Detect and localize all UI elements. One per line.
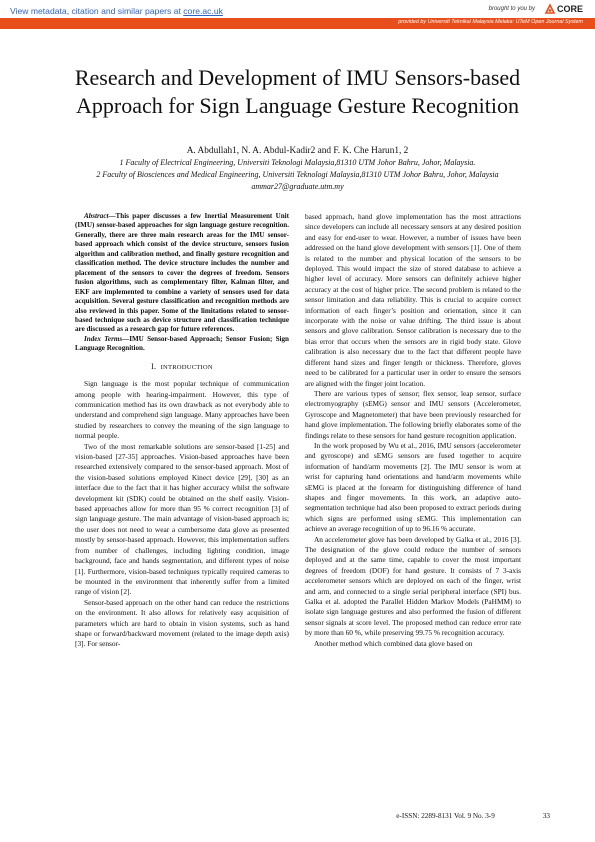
core-link-prefix: View metadata, citation and similar papers at bbox=[10, 6, 184, 16]
index-terms-label: Index Terms bbox=[84, 334, 123, 343]
core-metadata-link[interactable] bbox=[10, 6, 223, 16]
core-header-bar bbox=[0, 0, 595, 30]
provided-by-text: provided by Universiti Teknikal Malaysia Melaka: UTeM Open Journal System bbox=[398, 19, 583, 25]
affiliation-2: 2 Faculty of Biosciences and Medical Engineering, Universiti Teknologi Malaysia,81310 UTM Johor Bahru, Johor, Malaysia bbox=[96, 170, 499, 179]
body-paragraph: There are various types of sensor; flex sensor, leap sensor, surface electromyography (sEMG) sensor and IMU sensors (Accelerometer, Gyroscope and Magnetometer) that have been previously researched for hand glove implementation. The following briefly elaborates some of the findings relate to these sensors for hand gesture recognition application. bbox=[305, 388, 521, 440]
right-column bbox=[305, 212, 521, 649]
left-column bbox=[75, 212, 289, 650]
index-terms-text: —IMU Sensor-based Approach; Sensor Fusion; Sign Language Recognition. bbox=[75, 334, 289, 353]
body-paragraph: Another method which combined data glove based on bbox=[314, 638, 473, 648]
body-paragraph: Two of the most remarkable solutions are sensor-based [1-25] and vision-based [27-35] approaches. Vision-based approaches have been researched extensively compared to the sensor-based approach. Most of the vision-based solutions employed Kinect device [29], [30] as an interface due to the fact that it has higher accuracy whilst the software development kit (SDK) could be obtained on the shelf easily. Vision-based approaches allow for more than 95 % correct recognition [3] of sign language gesture. The main advantage of vision-based approach is; the user does not need to wear a cumbersome data glove as presented mostly by sensor-based approach. However, this implementation suffers from number of challenges, including lighting condition, image background, face and hands segmentation, and different types of noise [1]. Furthermore, vision-based techniques typically required cameras to be mounted in the environment that inherently suffer from a limited range of vision [2]. bbox=[75, 441, 289, 597]
title-line-1: Research and Development of IMU Sensors-based bbox=[74, 65, 521, 90]
section-title: INTRODUCTION bbox=[160, 363, 213, 371]
core-logo[interactable] bbox=[544, 3, 583, 15]
body-paragraph: Sign language is the most popular technique of communication among people with hearing-impairment. However, this type of communication method has its own drawback as not everybody able to understand and comprehend sign language. Many approaches have been studied by researchers to convey the meaning of the sign language to normal people. bbox=[75, 379, 289, 441]
body-paragraph: Sensor-based approach on the other hand can reduce the restrictions on the environment. It also allows for relatively easy acquisition of parameters which are hard to obtain in vision systems, such as hand shape or forward/backward movement (related to the image depth axis) [3]. For sensor- bbox=[75, 597, 289, 649]
abstract-text: —This paper discusses a few Inertial Measurement Unit (IMU) sensor-based approaches for sign language gesture recognition. Generally, there are three main research areas for the IMU sensor-based approach which consist of the device structure, sensors fusion algorithm and calibration method, and finally gesture recognition and classification method. The device structure includes the number and placement of the sensors to cover the degrees of freedom. Sensors fusion algorithms, such as complementary filter, Kalman filter, and EKF are implemented to combine a variety of sensors used for data acquisition. Several gesture classification and recognition methods are also reviewed in this paper. Some of the limitations related to sensor-based technique such as device structure and classification technique are discussed as a research gap for future references. bbox=[75, 212, 289, 334]
body-paragraph: An accelerometer glove has been developed by Galka et al., 2016 [3]. The designation of the glove could reduce the number of sensors deployed and at the same time, capable to cover the most important degrees of freedom (DOF) for hand gesture. It consists of 7 3-axis accelerometer sensors which are deployed on each of the finger, wrist and arm, and connected to a single serial peripheral interface (SPI) bus. Galka et al. adopted the Parallel Hidden Markov Models (PaHMM) to isolate sign language gestures and also performed the fusion of different sensor signals at score level. The proposed method can reduce error rate by more than 60 %, while preserving 99.75 % recognition accuracy. bbox=[305, 534, 521, 638]
brought-by-text: brought to you by bbox=[488, 6, 535, 12]
page-footer bbox=[396, 812, 550, 820]
body-paragraph: based approach, hand glove implementation has the most attractions since developers can include all necessary sensors at any desired position and easy for end-user to wear. However, a number of issues have been addressed on the hand glove development with sensors [1]. One of them is related to the number and physical location of the sensors to be deployed. This would impact the size of stored database to achieve a higher level of accuracy. More sensors can definitely achieve higher accuracy at the cost of higher price. The second problem is related to the sensor limitation and data reliability. This is crucial to acquire correct information of each finger’s position and orientation, since it can incorporate with the noise or value drifting. The third issue is about sensors and glove calibration. Sensor calibration is necessary due to the bias error that occurs when the sensors are in rigid body state. Glove calibration is also necessary due to the fact that different people have different hand sizes and finger length or thickness. Therefore, gloves need to be calibrated for a particular user in order to ensure the sensors are aligned with the finger joint location. bbox=[305, 212, 521, 388]
core-link-domain: core.ac.uk bbox=[183, 6, 223, 16]
page-number: 33 bbox=[542, 812, 550, 820]
core-logo-icon bbox=[544, 3, 556, 15]
title-line-2: Approach for Sign Language Gesture Recognition bbox=[76, 93, 519, 118]
section-number: I. bbox=[151, 361, 157, 371]
provided-by-bar bbox=[0, 18, 595, 29]
affiliation-1: 1 Faculty of Electrical Engineering, Universiti Teknologi Malaysia,81310 UTM Johor Bahru, Johor, Malaysia. bbox=[119, 158, 476, 167]
paper-title bbox=[30, 64, 565, 120]
author-email: ammar27@graduate.utm.my bbox=[251, 182, 344, 191]
index-terms bbox=[75, 335, 289, 354]
abstract-label: Abstract bbox=[84, 212, 109, 220]
footer-issn: e-ISSN: 2289-8131 Vol. 9 No. 3-9 bbox=[396, 812, 495, 820]
core-logo-text: CORE bbox=[556, 4, 583, 14]
body-paragraph: In the work proposed by Wu et al., 2016, IMU sensors (accelerometer and gyroscope) and sEMG sensors are fused together to acquire information of hand/arm movements [2]. The IMU sensor is worn at wrist for capturing hand orientations and hand/arm movements while sEMG is placed at the forearm for distinguishing difference of hand shapes and finger movements. In this work, an adaptive auto-segmentation technique had also been proposed to extract periods during which signs are performed using sEMG. This implementation can achieve an average recognition of up to 96.16 % accurate. bbox=[305, 440, 521, 534]
author-list: A. Abdullah1, N. A. Abdul-Kadir2 and F. K. Che Harun1, 2 bbox=[186, 146, 409, 156]
abstract bbox=[75, 212, 289, 335]
section-heading bbox=[75, 362, 289, 373]
